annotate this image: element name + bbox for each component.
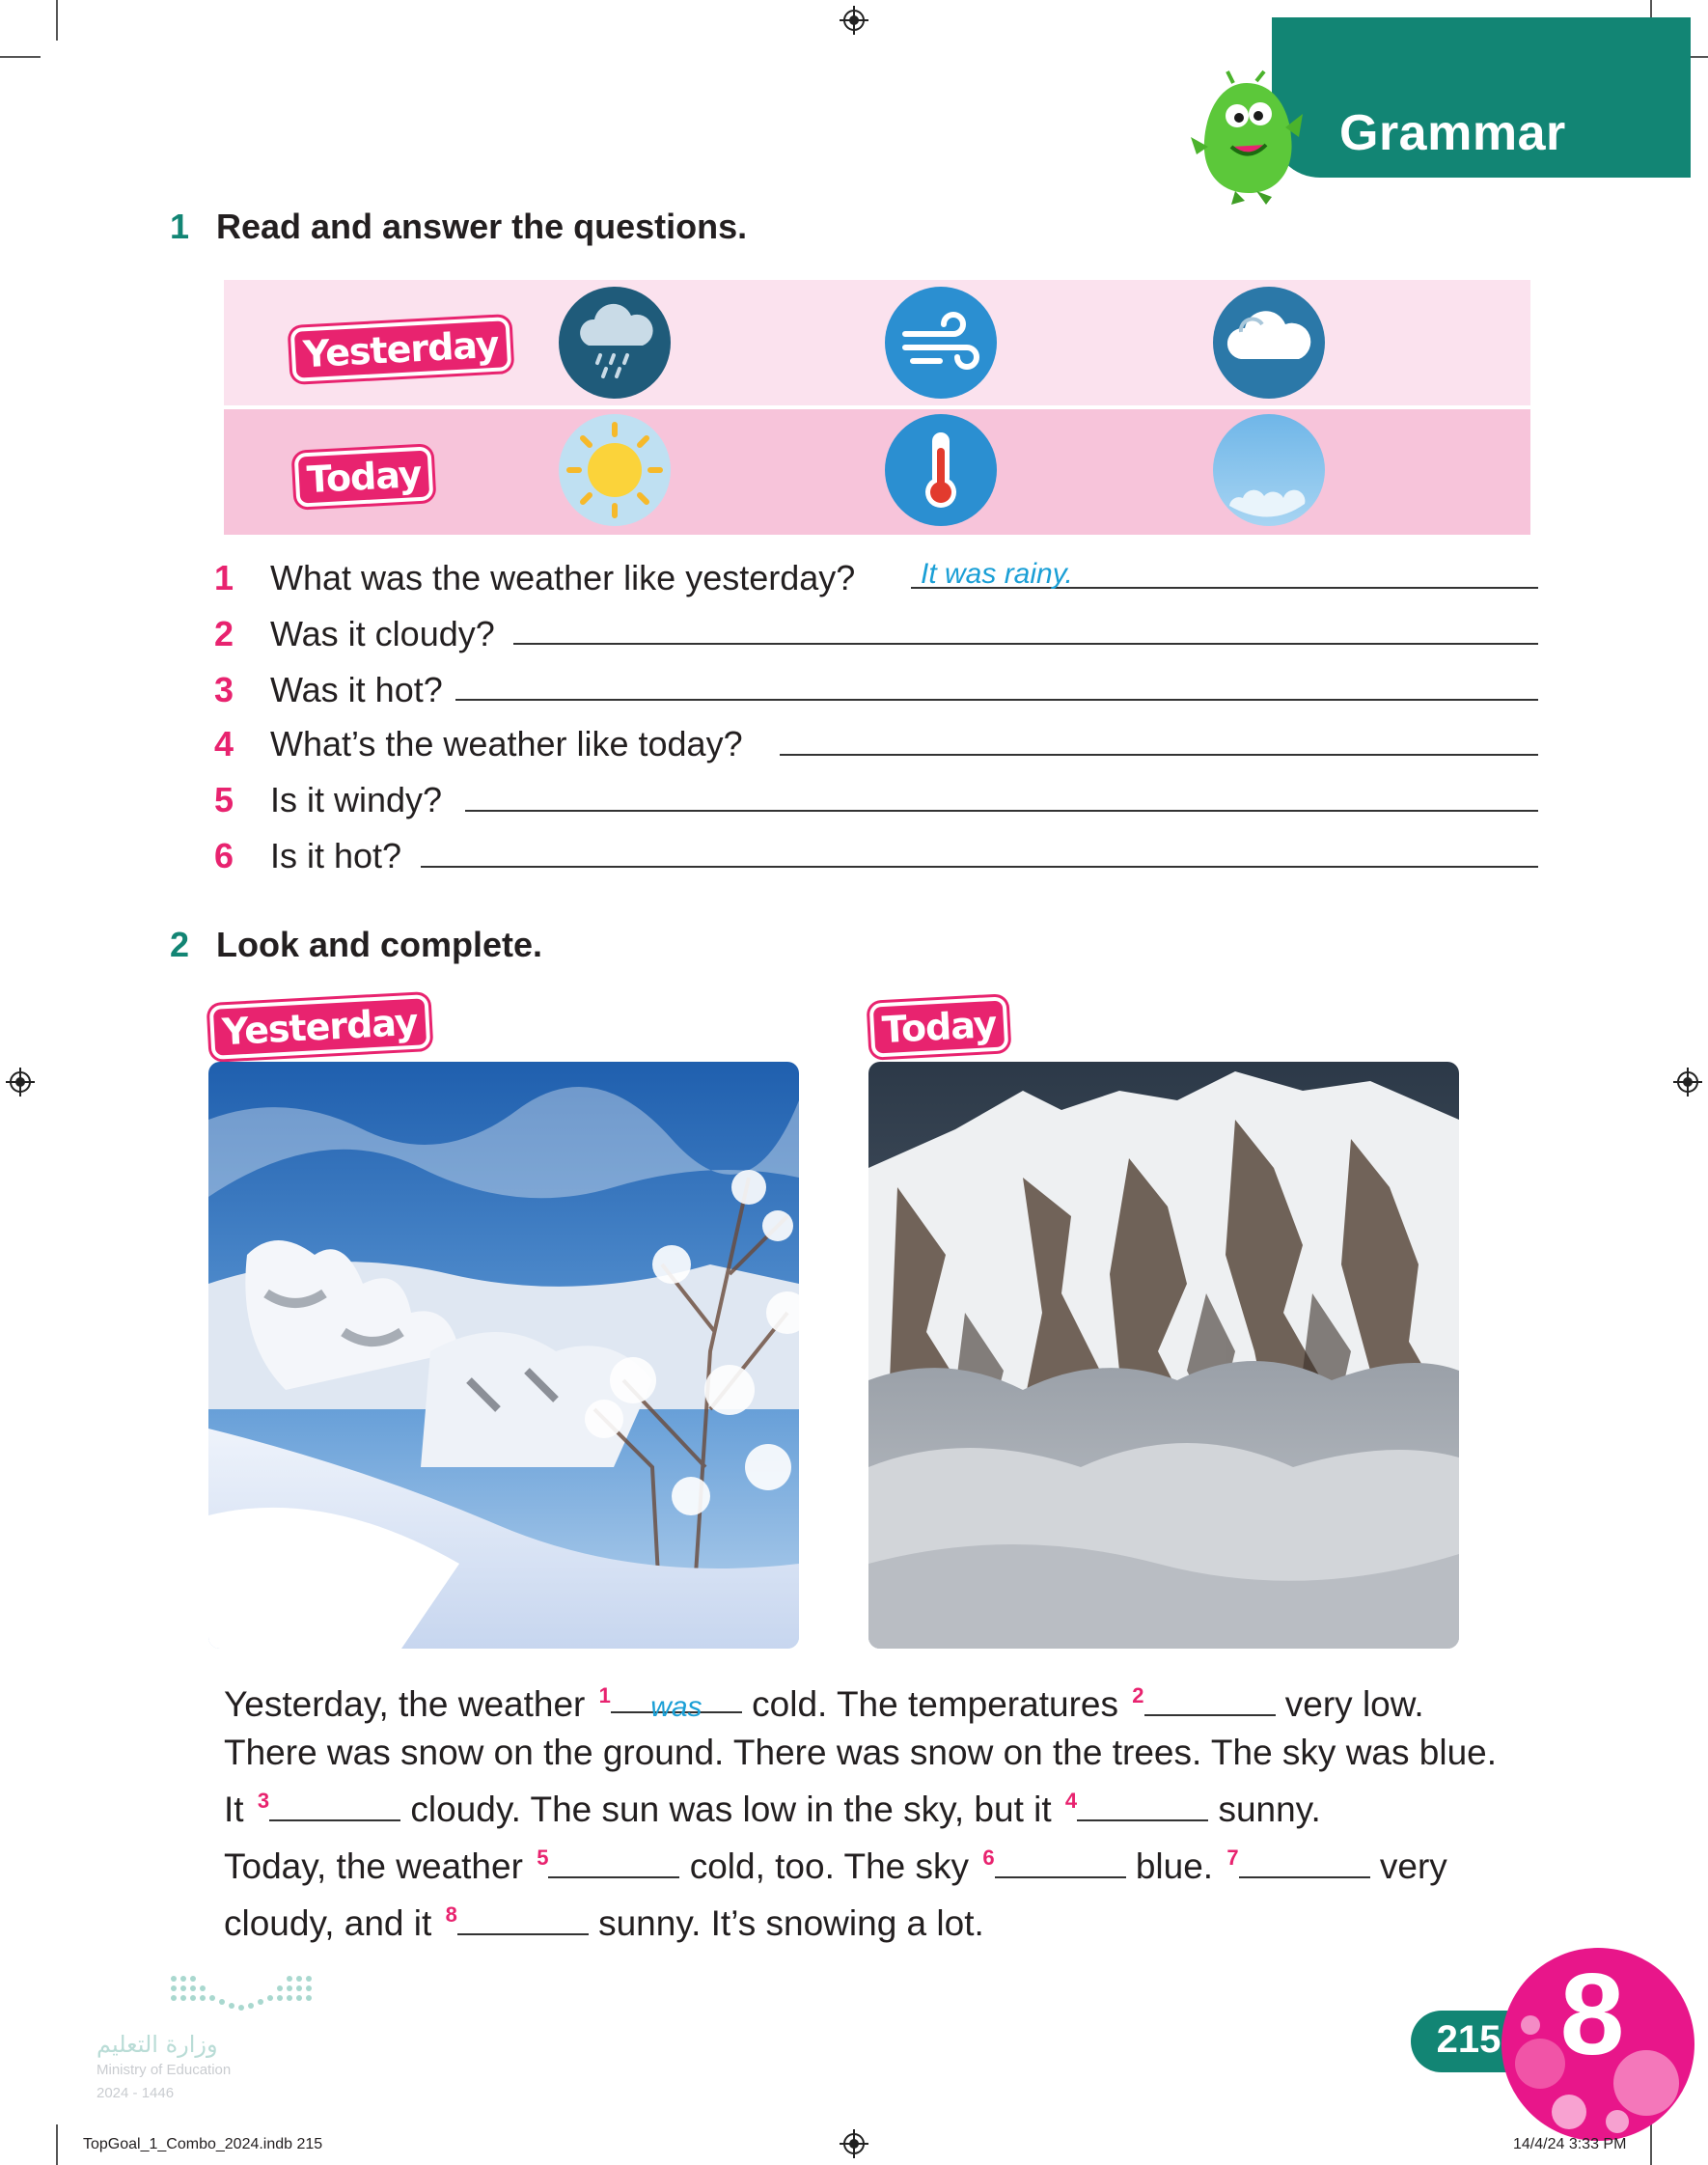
crop-mark — [56, 2124, 58, 2165]
question-text: What’s the weather like today? — [270, 724, 743, 763]
gap-example-answer: was — [650, 1691, 702, 1723]
paragraph-text: cold. The temperatures — [752, 1684, 1118, 1724]
print-slug-file: TopGoal_1_Combo_2024.indb 215 — [83, 2136, 323, 2152]
yesterday-label: Yesterday — [209, 994, 430, 1060]
question-number: 3 — [214, 670, 234, 709]
exercise-number: 2 — [170, 925, 190, 964]
paragraph-text: cloudy. The sun was low in the sky, but it — [410, 1790, 1052, 1829]
gap-blank[interactable] — [1077, 1789, 1208, 1821]
question-text: What was the weather like yesterday? — [270, 558, 856, 597]
gap-blank[interactable] — [1239, 1846, 1370, 1878]
question-text: Is it hot? — [270, 836, 402, 875]
paragraph-text: sunny. — [1218, 1790, 1321, 1829]
gap-number: 8 — [445, 1902, 457, 1927]
crop-mark — [56, 0, 58, 41]
unit-number: 8 — [1559, 1950, 1625, 2079]
section-title: Grammar — [1339, 105, 1566, 161]
cloud-icon — [1212, 286, 1326, 400]
today-label: Today — [294, 446, 434, 507]
question-number: 5 — [214, 780, 234, 819]
gap-number: 2 — [1132, 1683, 1144, 1707]
paragraph-text: Today, the weather — [224, 1846, 523, 1886]
exercise-instruction: Look and complete. — [216, 925, 543, 964]
registration-mark-icon — [6, 1068, 35, 1096]
ministry-year: 2024 - 1446 — [96, 2085, 175, 2101]
ministry-name-arabic: وزارة التعليم — [96, 2031, 218, 2058]
question-text: Was it hot? — [270, 670, 443, 709]
gap-number: 3 — [257, 1789, 270, 1813]
answer-line[interactable] — [421, 866, 1538, 868]
paragraph-text: very — [1379, 1846, 1447, 1886]
answer-line[interactable] — [455, 699, 1538, 701]
question-text: Was it cloudy? — [270, 614, 495, 653]
gap-blank[interactable] — [548, 1846, 679, 1878]
page-number: 215 — [1436, 2018, 1501, 2061]
paragraph-text: blue. — [1135, 1846, 1214, 1886]
gap-number: 6 — [982, 1846, 995, 1870]
paragraph-text: There was snow on the ground. There was snow on the trees. The sky was blue. — [224, 1733, 1498, 1772]
answer-line[interactable] — [513, 643, 1538, 645]
rain-cloud-icon — [558, 286, 672, 400]
paragraph-text: cloudy, and it — [224, 1903, 432, 1943]
question-number: 6 — [214, 836, 234, 875]
ministry-logo-icon — [164, 1969, 318, 2017]
exercise-number: 1 — [170, 207, 190, 246]
question-number: 1 — [214, 558, 234, 597]
crop-mark — [1650, 2124, 1652, 2165]
today-label: Today — [869, 996, 1009, 1057]
clear-sky-icon — [1212, 413, 1326, 527]
thermometer-icon — [884, 413, 998, 527]
paragraph-text: cold, too. The sky — [689, 1846, 970, 1886]
gap-blank[interactable] — [611, 1680, 742, 1723]
ministry-name-english: Ministry of Education — [96, 2062, 232, 2078]
sun-icon — [558, 413, 672, 527]
yesterday-label: Yesterday — [290, 317, 511, 382]
question-number: 4 — [214, 724, 234, 763]
wind-icon — [884, 286, 998, 400]
gap-fill-paragraph — [224, 1672, 1556, 1948]
registration-mark-icon — [840, 2129, 868, 2158]
answer-example: It was rainy. — [921, 558, 1073, 590]
answer-line[interactable] — [465, 810, 1538, 812]
gap-number: 7 — [1226, 1846, 1239, 1870]
gap-blank[interactable] — [269, 1789, 400, 1821]
gap-number: 5 — [537, 1846, 549, 1870]
mountain-clouds-photo — [868, 1062, 1459, 1649]
gap-blank[interactable] — [457, 1902, 589, 1935]
gap-blank[interactable] — [995, 1846, 1126, 1878]
mascot-icon — [1189, 69, 1305, 205]
gap-number: 4 — [1064, 1789, 1078, 1813]
exercise-instruction: Read and answer the questions. — [216, 207, 748, 246]
paragraph-text: It — [224, 1790, 244, 1829]
registration-mark-icon — [840, 6, 868, 35]
question-number: 2 — [214, 614, 234, 653]
paragraph-text: very low. — [1284, 1684, 1424, 1724]
question-text: Is it windy? — [270, 780, 443, 819]
paragraph-text: sunny. It’s snowing a lot. — [598, 1903, 984, 1943]
gap-blank[interactable] — [1144, 1683, 1276, 1716]
gap-number: 1 — [598, 1683, 611, 1707]
crop-mark — [0, 56, 41, 58]
answer-line[interactable] — [780, 754, 1538, 756]
print-slug-date: 14/4/24 3:33 PM — [1513, 2136, 1627, 2152]
registration-mark-icon — [1673, 1068, 1702, 1096]
paragraph-text: Yesterday, the weather — [224, 1684, 586, 1724]
snowy-trees-photo — [208, 1062, 799, 1649]
